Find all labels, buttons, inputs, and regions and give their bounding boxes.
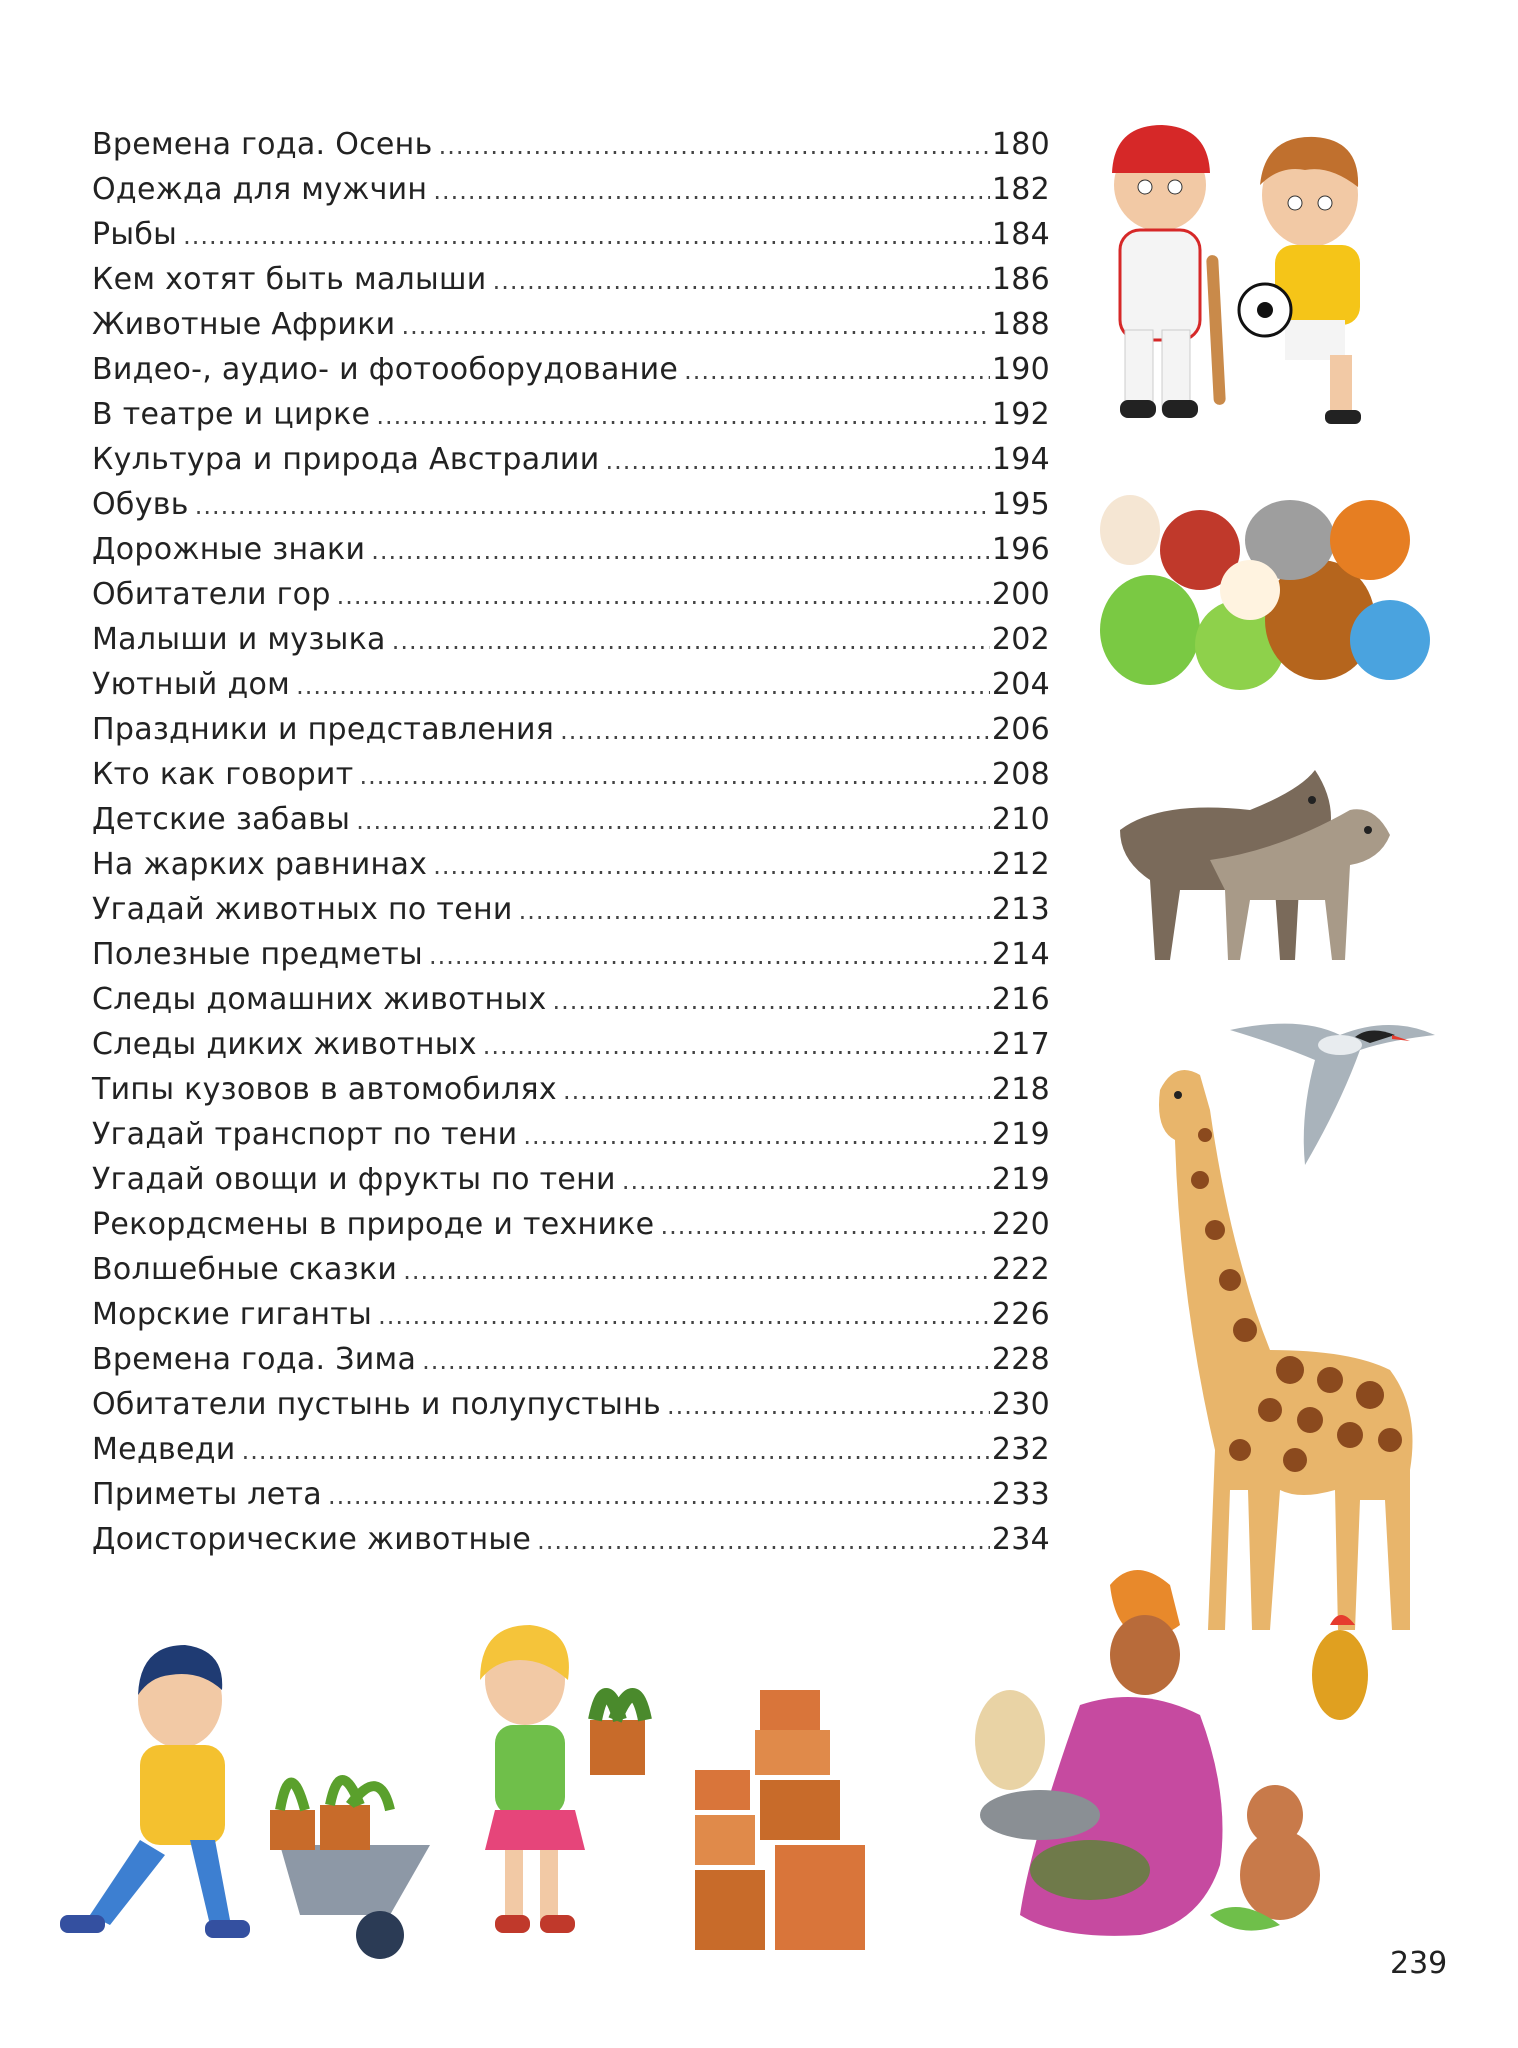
toc-entry [92, 1292, 1050, 1337]
wolves-illustration [1100, 750, 1420, 980]
toc-entry-page: 182 [991, 172, 1050, 207]
toc-entry-title: Культура и природа Австралии [92, 442, 600, 477]
toc-entry-title: Медведи [92, 1432, 236, 1467]
page-number: 239 [1390, 1946, 1448, 1981]
toc-leader-dots [360, 754, 990, 799]
toc-leader-dots [403, 1249, 990, 1294]
toc-entry-title: Морские гиганты [92, 1297, 373, 1332]
toc-leader-dots [422, 1339, 990, 1384]
toc-entry-title: Праздники и представления [92, 712, 555, 747]
toc-entry-title: Следы домашних животных [92, 982, 547, 1017]
toc-leader-dots [560, 709, 990, 754]
toc-entry [92, 1067, 1050, 1112]
toc-entry [92, 302, 1050, 347]
toc-entry-title: Дорожные знаки [92, 532, 366, 567]
toc-entry-page: 214 [991, 937, 1050, 972]
toc-entry [92, 1022, 1050, 1067]
toc-entry-page: 194 [991, 442, 1050, 477]
toc-leader-dots [429, 934, 990, 979]
toc-leader-dots [684, 349, 990, 394]
toc-entry-title: Одежда для мужчин [92, 172, 428, 207]
table-of-contents [92, 122, 1050, 1562]
african-woman-illustration [880, 1545, 1380, 1965]
toc-entry [92, 1202, 1050, 1247]
toc-entry-page: 186 [991, 262, 1050, 297]
toc-entry-title: Животные Африки [92, 307, 396, 342]
toc-entry [92, 482, 1050, 527]
toc-entry [92, 572, 1050, 617]
toc-entry-title: Рыбы [92, 217, 178, 252]
toc-entry [92, 932, 1050, 977]
toc-leader-dots [660, 1204, 989, 1249]
toc-entry [92, 707, 1050, 752]
toc-entry-title: Кто как говорит [92, 757, 354, 792]
toc-entry-page: 200 [991, 577, 1050, 612]
boy-with-wheelbarrow-illustration [30, 1615, 460, 1965]
toc-entry [92, 1382, 1050, 1427]
toc-entry-title: Малыши и музыка [92, 622, 386, 657]
toc-entry-page: 219 [991, 1117, 1050, 1152]
boys-playing-sports-illustration [1090, 115, 1430, 435]
toc-leader-dots [523, 1114, 989, 1159]
toc-entry-title: Угадай животных по тени [92, 892, 513, 927]
toc-entry [92, 752, 1050, 797]
toc-entry-title: В театре и цирке [92, 397, 371, 432]
toc-entry-title: Угадай овощи и фрукты по тени [92, 1162, 616, 1197]
toc-leader-dots [439, 124, 990, 169]
toc-entry-title: Детские забавы [92, 802, 351, 837]
toc-entry-page: 192 [991, 397, 1050, 432]
toc-leader-dots [519, 889, 990, 934]
stacked-pots-illustration [690, 1680, 870, 1960]
toc-entry [92, 977, 1050, 1022]
toc-entry-title: Доисторические животные [92, 1522, 532, 1557]
toc-entry [92, 1337, 1050, 1382]
toc-entry-page: 213 [991, 892, 1050, 927]
toc-leader-dots [622, 1159, 990, 1204]
toc-entry-title: Обитатели гор [92, 577, 331, 612]
girl-with-plant-illustration [440, 1600, 690, 1960]
toc-entry [92, 842, 1050, 887]
toc-entry [92, 257, 1050, 302]
toc-entry-page: 228 [991, 1342, 1050, 1377]
toc-entry-title: Уютный дом [92, 667, 291, 702]
toc-leader-dots [433, 844, 990, 889]
toc-entry-page: 212 [991, 847, 1050, 882]
toc-entry [92, 437, 1050, 482]
toc-entry [92, 122, 1050, 167]
toc-leader-dots [667, 1384, 990, 1429]
toc-leader-dots [328, 1474, 990, 1519]
toc-entry-page: 196 [991, 532, 1050, 567]
toc-entry-page: 184 [991, 217, 1050, 252]
toc-entry [92, 662, 1050, 707]
toc-entry-title: Времена года. Осень [92, 127, 433, 162]
toc-entry-title: Видео-, аудио- и фотооборудование [92, 352, 679, 387]
toc-leader-dots [606, 439, 990, 484]
toc-leader-dots [401, 304, 989, 349]
toc-leader-dots [433, 169, 989, 214]
toc-leader-dots [337, 574, 990, 619]
toc-entry-page: 216 [991, 982, 1050, 1017]
toc-entry-page: 217 [991, 1027, 1050, 1062]
toc-entry-title: Обитатели пустынь и полупустынь [92, 1387, 662, 1422]
toc-entry-page: 233 [991, 1477, 1050, 1512]
toc-entry-page: 226 [991, 1297, 1050, 1332]
toc-leader-dots [483, 1024, 990, 1069]
toc-entry [92, 797, 1050, 842]
toc-entry-title: Полезные предметы [92, 937, 423, 972]
toc-leader-dots [493, 259, 990, 304]
toc-entry-title: Приметы лета [92, 1477, 322, 1512]
toc-entry-title: Кем хотят быть малыши [92, 262, 487, 297]
toc-entry-page: 218 [991, 1072, 1050, 1107]
toc-entry-page: 222 [991, 1252, 1050, 1287]
toc-entry-page: 188 [991, 307, 1050, 342]
toc-entry-page: 220 [991, 1207, 1050, 1242]
toc-entry-page: 204 [991, 667, 1050, 702]
toc-entry-page: 219 [991, 1162, 1050, 1197]
toc-entry-page: 202 [991, 622, 1050, 657]
toc-entry [92, 1247, 1050, 1292]
toc-entry-title: Следы диких животных [92, 1027, 477, 1062]
toc-entry [92, 1157, 1050, 1202]
toc-entry-page: 206 [991, 712, 1050, 747]
toc-entry-title: На жарких равнинах [92, 847, 428, 882]
toc-entry [92, 392, 1050, 437]
plush-toys-illustration [1090, 470, 1430, 700]
toc-entry [92, 167, 1050, 212]
toc-entry [92, 1472, 1050, 1517]
toc-entry-page: 210 [991, 802, 1050, 837]
toc-entry-page: 230 [991, 1387, 1050, 1422]
toc-entry-title: Рекордсмены в природе и технике [92, 1207, 655, 1242]
toc-leader-dots [392, 619, 990, 664]
toc-entry [92, 887, 1050, 932]
toc-entry [92, 617, 1050, 662]
toc-entry-title: Времена года. Зима [92, 1342, 417, 1377]
toc-entry-title: Обувь [92, 487, 189, 522]
toc-entry-page: 232 [991, 1432, 1050, 1467]
toc-entry-title: Угадай транспорт по тени [92, 1117, 518, 1152]
toc-entry [92, 1112, 1050, 1157]
toc-leader-dots [563, 1069, 990, 1114]
toc-entry-title: Типы кузовов в автомобилях [92, 1072, 557, 1107]
toc-leader-dots [242, 1429, 990, 1474]
toc-entry-page: 180 [991, 127, 1050, 162]
toc-leader-dots [378, 1294, 990, 1339]
toc-leader-dots [553, 979, 990, 1024]
toc-entry-page: 208 [991, 757, 1050, 792]
toc-entry [92, 347, 1050, 392]
toc-leader-dots [195, 484, 990, 529]
toc-leader-dots [183, 214, 990, 259]
toc-entry-title: Волшебные сказки [92, 1252, 398, 1287]
toc-entry [92, 527, 1050, 572]
toc-leader-dots [376, 394, 990, 439]
toc-entry [92, 1427, 1050, 1472]
toc-entry-page: 234 [991, 1522, 1050, 1557]
toc-entry [92, 212, 1050, 257]
toc-entry-page: 195 [991, 487, 1050, 522]
toc-leader-dots [296, 664, 990, 709]
toc-entry-page: 190 [991, 352, 1050, 387]
toc-leader-dots [371, 529, 990, 574]
toc-leader-dots [356, 799, 990, 844]
